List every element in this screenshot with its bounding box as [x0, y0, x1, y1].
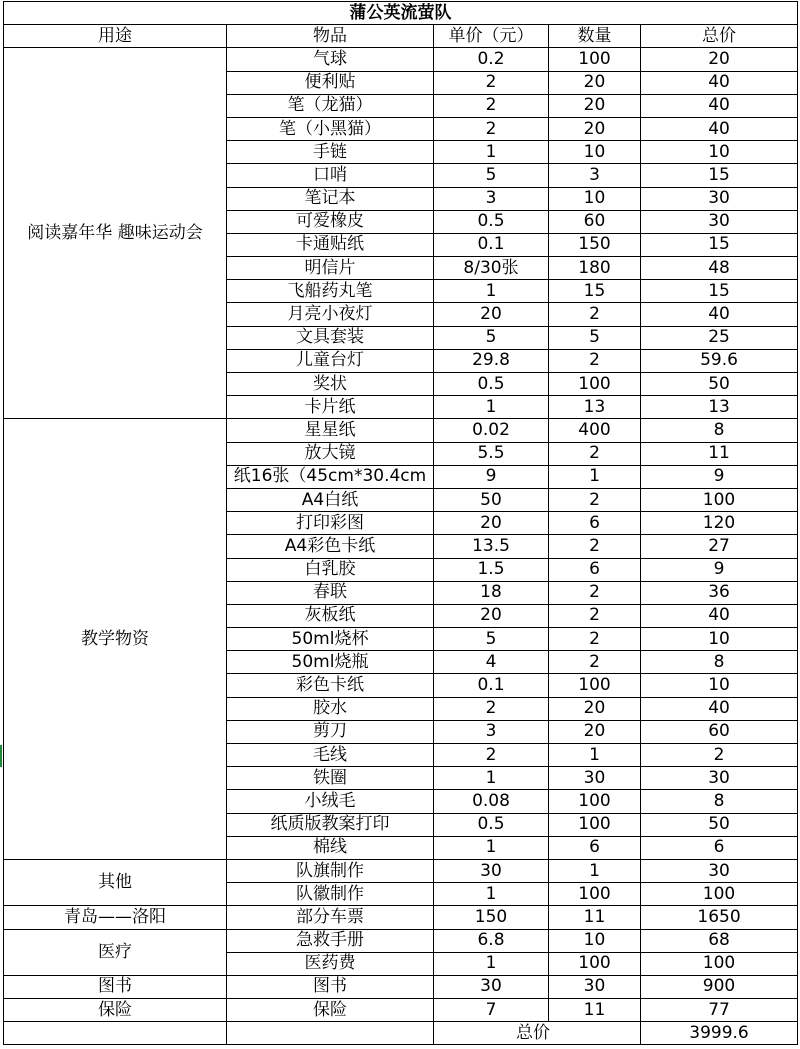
- item-cell[interactable]: 部分车票: [227, 906, 434, 929]
- purpose-cell[interactable]: 其他: [4, 859, 227, 905]
- unit-price-cell[interactable]: 0.5: [434, 813, 549, 836]
- item-cell[interactable]: 笔（龙猫）: [227, 94, 434, 117]
- unit-price-cell[interactable]: 20: [434, 512, 549, 535]
- unit-price-cell[interactable]: 1: [434, 836, 549, 859]
- quantity-cell[interactable]: 20: [549, 117, 641, 140]
- unit-price-cell[interactable]: 1: [434, 280, 549, 303]
- item-cell[interactable]: 奖状: [227, 373, 434, 396]
- unit-price-cell[interactable]: 0.1: [434, 233, 549, 256]
- item-cell[interactable]: 卡片纸: [227, 396, 434, 419]
- unit-price-cell[interactable]: 50: [434, 488, 549, 511]
- unit-price-cell[interactable]: 1: [434, 883, 549, 906]
- unit-price-cell[interactable]: 0.08: [434, 790, 549, 813]
- quantity-cell[interactable]: 60: [549, 210, 641, 233]
- quantity-cell[interactable]: 2: [549, 488, 641, 511]
- unit-price-cell[interactable]: 2: [434, 697, 549, 720]
- item-cell[interactable]: 彩色卡纸: [227, 674, 434, 697]
- purpose-cell[interactable]: 教学物资: [4, 419, 227, 860]
- quantity-cell[interactable]: 400: [549, 419, 641, 442]
- item-cell[interactable]: 50ml烧杯: [227, 628, 434, 651]
- quantity-cell[interactable]: 2: [549, 442, 641, 465]
- quantity-cell[interactable]: 100: [549, 373, 641, 396]
- unit-price-cell[interactable]: 3: [434, 187, 549, 210]
- total-price-cell[interactable]: 8: [641, 419, 798, 442]
- item-cell[interactable]: 月亮小夜灯: [227, 303, 434, 326]
- quantity-cell[interactable]: 2: [549, 303, 641, 326]
- item-cell[interactable]: 气球: [227, 48, 434, 71]
- quantity-cell[interactable]: 2: [549, 628, 641, 651]
- unit-price-cell[interactable]: 8/30张: [434, 257, 549, 280]
- total-price-cell[interactable]: 100: [641, 952, 798, 975]
- total-price-cell[interactable]: 120: [641, 512, 798, 535]
- total-label[interactable]: 总价: [434, 1022, 641, 1045]
- item-cell[interactable]: 毛线: [227, 744, 434, 767]
- item-cell[interactable]: 胶水: [227, 697, 434, 720]
- total-price-cell[interactable]: 20: [641, 48, 798, 71]
- total-price-cell[interactable]: 36: [641, 581, 798, 604]
- quantity-cell[interactable]: 100: [549, 813, 641, 836]
- unit-price-cell[interactable]: 5: [434, 326, 549, 349]
- total-price-cell[interactable]: 30: [641, 210, 798, 233]
- item-cell[interactable]: 急救手册: [227, 929, 434, 952]
- unit-price-cell[interactable]: 2: [434, 744, 549, 767]
- empty-cell[interactable]: [227, 1022, 434, 1045]
- header-purpose[interactable]: 用途: [4, 25, 227, 48]
- total-price-cell[interactable]: 40: [641, 697, 798, 720]
- quantity-cell[interactable]: 150: [549, 233, 641, 256]
- total-price-cell[interactable]: 8: [641, 651, 798, 674]
- quantity-cell[interactable]: 11: [549, 999, 641, 1022]
- table-row: [4, 48, 798, 71]
- quantity-cell[interactable]: 100: [549, 790, 641, 813]
- item-cell[interactable]: 打印彩图: [227, 512, 434, 535]
- total-price-cell[interactable]: 30: [641, 187, 798, 210]
- unit-price-cell[interactable]: 7: [434, 999, 549, 1022]
- quantity-cell[interactable]: 10: [549, 141, 641, 164]
- unit-price-cell[interactable]: 0.1: [434, 674, 549, 697]
- title-row: [4, 2, 798, 25]
- item-cell[interactable]: 放大镜: [227, 442, 434, 465]
- total-price-cell[interactable]: 900: [641, 975, 798, 998]
- quantity-cell[interactable]: 15: [549, 280, 641, 303]
- total-price-cell[interactable]: 50: [641, 373, 798, 396]
- unit-price-cell[interactable]: 18: [434, 581, 549, 604]
- unit-price-cell[interactable]: 20: [434, 303, 549, 326]
- total-price-cell[interactable]: 68: [641, 929, 798, 952]
- unit-price-cell[interactable]: 150: [434, 906, 549, 929]
- item-cell[interactable]: A4白纸: [227, 488, 434, 511]
- quantity-cell[interactable]: 100: [549, 674, 641, 697]
- total-price-cell[interactable]: 40: [641, 604, 798, 627]
- quantity-cell[interactable]: 6: [549, 836, 641, 859]
- header-item[interactable]: 物品: [227, 25, 434, 48]
- total-price-cell[interactable]: 30: [641, 767, 798, 790]
- item-cell[interactable]: 飞船药丸笔: [227, 280, 434, 303]
- unit-price-cell[interactable]: 29.8: [434, 349, 549, 372]
- quantity-cell[interactable]: 2: [549, 651, 641, 674]
- item-cell[interactable]: A4彩色卡纸: [227, 535, 434, 558]
- unit-price-cell[interactable]: 1: [434, 952, 549, 975]
- item-cell[interactable]: 手链: [227, 141, 434, 164]
- total-price-cell[interactable]: 27: [641, 535, 798, 558]
- total-price-cell[interactable]: 100: [641, 883, 798, 906]
- quantity-cell[interactable]: 2: [549, 535, 641, 558]
- total-price-cell[interactable]: 15: [641, 280, 798, 303]
- item-cell[interactable]: 棉线: [227, 836, 434, 859]
- table-row: [4, 929, 798, 952]
- item-cell[interactable]: 医药费: [227, 952, 434, 975]
- purpose-cell[interactable]: 医疗: [4, 929, 227, 975]
- quantity-cell[interactable]: 2: [549, 604, 641, 627]
- quantity-cell[interactable]: 5: [549, 326, 641, 349]
- table-row: [4, 419, 798, 442]
- table-row: [4, 999, 798, 1022]
- total-price-cell[interactable]: 48: [641, 257, 798, 280]
- unit-price-cell[interactable]: 6.8: [434, 929, 549, 952]
- grand-total-value[interactable]: 3999.6: [641, 1022, 798, 1045]
- quantity-cell[interactable]: 1: [549, 744, 641, 767]
- total-price-cell[interactable]: 40: [641, 117, 798, 140]
- quantity-cell[interactable]: 1: [549, 465, 641, 488]
- unit-price-cell[interactable]: 13.5: [434, 535, 549, 558]
- total-price-cell[interactable]: 40: [641, 94, 798, 117]
- item-cell[interactable]: 50ml烧瓶: [227, 651, 434, 674]
- unit-price-cell[interactable]: 0.5: [434, 373, 549, 396]
- quantity-cell[interactable]: 11: [549, 906, 641, 929]
- total-price-cell[interactable]: 10: [641, 141, 798, 164]
- item-cell[interactable]: 可爱橡皮: [227, 210, 434, 233]
- total-price-cell[interactable]: 40: [641, 71, 798, 94]
- budget-table: [3, 1, 798, 1045]
- item-cell[interactable]: 白乳胶: [227, 558, 434, 581]
- unit-price-cell[interactable]: 0.5: [434, 210, 549, 233]
- quantity-cell[interactable]: 100: [549, 48, 641, 71]
- total-price-cell[interactable]: 15: [641, 233, 798, 256]
- quantity-cell[interactable]: 20: [549, 71, 641, 94]
- quantity-cell[interactable]: 1: [549, 859, 641, 882]
- quantity-cell[interactable]: 10: [549, 929, 641, 952]
- unit-price-cell[interactable]: 2: [434, 94, 549, 117]
- total-price-cell[interactable]: 15: [641, 164, 798, 187]
- table-row: [4, 906, 798, 929]
- unit-price-cell[interactable]: 3: [434, 720, 549, 743]
- quantity-cell[interactable]: 30: [549, 767, 641, 790]
- total-price-cell[interactable]: 9: [641, 558, 798, 581]
- quantity-cell[interactable]: 10: [549, 187, 641, 210]
- item-cell[interactable]: 铁圈: [227, 767, 434, 790]
- unit-price-cell[interactable]: 5.5: [434, 442, 549, 465]
- item-cell[interactable]: 卡通贴纸: [227, 233, 434, 256]
- item-cell[interactable]: 春联: [227, 581, 434, 604]
- quantity-cell[interactable]: 2: [549, 349, 641, 372]
- total-price-cell[interactable]: 100: [641, 488, 798, 511]
- selection-edge-marker: [0, 745, 2, 767]
- item-cell[interactable]: 笔（小黑猫）: [227, 117, 434, 140]
- total-price-cell[interactable]: 1650: [641, 906, 798, 929]
- total-price-cell[interactable]: 9: [641, 465, 798, 488]
- quantity-cell[interactable]: 30: [549, 975, 641, 998]
- table-row: [4, 975, 798, 998]
- unit-price-cell[interactable]: 30: [434, 859, 549, 882]
- purpose-cell[interactable]: 青岛——洛阳: [4, 906, 227, 929]
- total-price-cell[interactable]: 8: [641, 790, 798, 813]
- unit-price-cell[interactable]: 0.2: [434, 48, 549, 71]
- quantity-cell[interactable]: 6: [549, 558, 641, 581]
- item-cell[interactable]: 小绒毛: [227, 790, 434, 813]
- item-cell[interactable]: 队旗制作: [227, 859, 434, 882]
- total-price-cell[interactable]: 13: [641, 396, 798, 419]
- total-price-cell[interactable]: 10: [641, 674, 798, 697]
- quantity-cell[interactable]: 180: [549, 257, 641, 280]
- item-cell[interactable]: 队徽制作: [227, 883, 434, 906]
- unit-price-cell[interactable]: 4: [434, 651, 549, 674]
- header-total-price[interactable]: 总价: [641, 25, 798, 48]
- unit-price-cell[interactable]: 1.5: [434, 558, 549, 581]
- table-row: [4, 859, 798, 882]
- sheet-title[interactable]: 蒲公英流萤队: [4, 2, 798, 25]
- total-price-cell[interactable]: 2: [641, 744, 798, 767]
- empty-cell[interactable]: [4, 1022, 227, 1045]
- quantity-cell[interactable]: 3: [549, 164, 641, 187]
- unit-price-cell[interactable]: 2: [434, 117, 549, 140]
- item-cell[interactable]: 文具套装: [227, 326, 434, 349]
- total-price-cell[interactable]: 60: [641, 720, 798, 743]
- item-cell[interactable]: 明信片: [227, 257, 434, 280]
- total-price-cell[interactable]: 50: [641, 813, 798, 836]
- total-price-cell[interactable]: 10: [641, 628, 798, 651]
- item-cell[interactable]: 纸16张（45cm*30.4cm: [227, 465, 434, 488]
- unit-price-cell[interactable]: 9: [434, 465, 549, 488]
- item-cell[interactable]: 儿童台灯: [227, 349, 434, 372]
- total-price-cell[interactable]: 25: [641, 326, 798, 349]
- item-cell[interactable]: 灰板纸: [227, 604, 434, 627]
- quantity-cell[interactable]: 2: [549, 581, 641, 604]
- item-cell[interactable]: 口哨: [227, 164, 434, 187]
- purpose-cell[interactable]: 阅读嘉年华 趣味运动会: [4, 48, 227, 419]
- item-cell[interactable]: 剪刀: [227, 720, 434, 743]
- quantity-cell[interactable]: 13: [549, 396, 641, 419]
- total-price-cell[interactable]: 11: [641, 442, 798, 465]
- quantity-cell[interactable]: 6: [549, 512, 641, 535]
- header-row: [4, 25, 798, 48]
- unit-price-cell[interactable]: 20: [434, 604, 549, 627]
- total-price-cell[interactable]: 30: [641, 859, 798, 882]
- total-price-cell[interactable]: 77: [641, 999, 798, 1022]
- unit-price-cell[interactable]: 2: [434, 71, 549, 94]
- item-cell[interactable]: 保险: [227, 999, 434, 1022]
- unit-price-cell[interactable]: 1: [434, 141, 549, 164]
- unit-price-cell[interactable]: 0.02: [434, 419, 549, 442]
- quantity-cell[interactable]: 100: [549, 883, 641, 906]
- header-quantity[interactable]: 数量: [549, 25, 641, 48]
- item-cell[interactable]: 便利贴: [227, 71, 434, 94]
- quantity-cell[interactable]: 20: [549, 697, 641, 720]
- purpose-cell[interactable]: 保险: [4, 999, 227, 1022]
- unit-price-cell[interactable]: 1: [434, 396, 549, 419]
- total-price-cell[interactable]: 40: [641, 303, 798, 326]
- unit-price-cell[interactable]: 5: [434, 164, 549, 187]
- unit-price-cell[interactable]: 1: [434, 767, 549, 790]
- header-unit-price[interactable]: 单价（元）: [434, 25, 549, 48]
- item-cell[interactable]: 图书: [227, 975, 434, 998]
- total-price-cell[interactable]: 6: [641, 836, 798, 859]
- item-cell[interactable]: 纸质版教案打印: [227, 813, 434, 836]
- item-cell[interactable]: 笔记本: [227, 187, 434, 210]
- purpose-cell[interactable]: 图书: [4, 975, 227, 998]
- total-row: [4, 1022, 798, 1045]
- item-cell[interactable]: 星星纸: [227, 419, 434, 442]
- total-price-cell[interactable]: 59.6: [641, 349, 798, 372]
- quantity-cell[interactable]: 20: [549, 94, 641, 117]
- unit-price-cell[interactable]: 30: [434, 975, 549, 998]
- unit-price-cell[interactable]: 5: [434, 628, 549, 651]
- quantity-cell[interactable]: 20: [549, 720, 641, 743]
- quantity-cell[interactable]: 100: [549, 952, 641, 975]
